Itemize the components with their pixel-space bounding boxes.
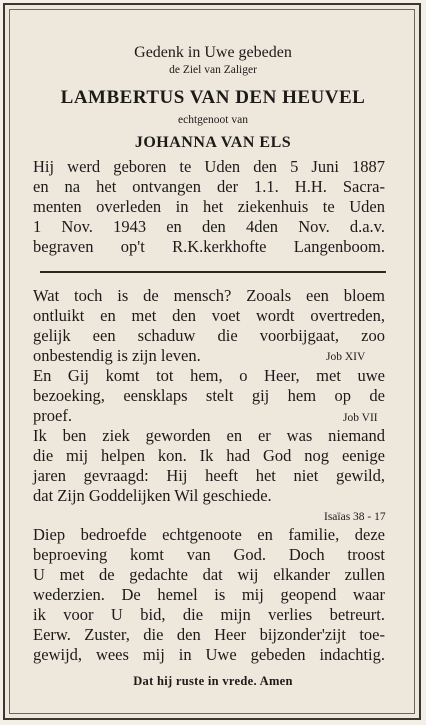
verse-line: onbestendig is zijn leven. — [33, 346, 201, 365]
bio-line: Hij werd geboren te Uden den 5 Juni 1887 — [33, 157, 385, 176]
bio-line: menten overleden in het ziekenhuis te Uden — [33, 197, 385, 216]
verse-line: bezoeking, eensklaps stelt gij hem op de — [33, 386, 385, 405]
verse-line: Diep bedroefde echtgenoote en familie, deze — [33, 525, 385, 544]
soul-of-line: de Ziel van Zaliger — [169, 64, 257, 76]
divider-rule — [40, 271, 386, 273]
reference-job-7: Job VII — [343, 412, 378, 424]
bio-line: begraven op't R.K.kerkhofte Langenboom. — [33, 237, 385, 256]
remember-line: Gedenk in Uwe gebeden — [134, 44, 292, 61]
verse-line: gelijk een schaduw die voorbijgaat, zoo — [33, 326, 385, 345]
closing-line: Dat hij ruste in vrede. Amen — [133, 674, 293, 688]
deceased-name: LAMBERTUS VAN DEN HEUVEL — [60, 87, 366, 108]
verse-line: wederzien. De hemel is mij geopend waar — [33, 585, 385, 604]
verse-line: ontluikt en met den voet wordt overtreden, — [33, 306, 385, 325]
spouse-label: echtgenoot van — [178, 114, 248, 126]
verse-line: U met de gedachte dat wij elkander zullen — [33, 565, 385, 584]
verse-line: En Gij komt tot hem, o Heer, met uwe — [33, 366, 385, 385]
reference-isaias: Isaïas 38 - 17 — [324, 511, 386, 523]
verse-line: Ik ben ziek geworden en er was niemand — [33, 426, 385, 445]
verse-line: beproeving komt van God. Doch troost — [33, 545, 385, 564]
spouse-name: JOHANNA VAN ELS — [134, 134, 292, 151]
verse-line: ik voor U bid, die mijn verlies betreurt. — [33, 605, 385, 624]
verse-line: gewijd, wees mij in Uwe gebeden indachtig. — [33, 645, 385, 664]
reference-job-14: Job XIV — [326, 351, 366, 363]
verse-line: die mij helpen kon. Ik had God nog eenige — [33, 446, 385, 465]
bio-line: en na het ontvangen der 1.1. H.H. Sacra- — [33, 177, 385, 196]
verse-line: Wat toch is de mensch? Zooals een bloem — [33, 286, 385, 305]
verse-line: dat Zijn Goddelijken Wil geschiede. — [33, 486, 272, 505]
verse-line: proef. — [33, 406, 72, 425]
verse-line: Eerw. Zuster, die den Heer bijzonder'zijt toe- — [33, 625, 385, 644]
bio-line: 1 Nov. 1943 en den 4den Nov. d.a.v. — [33, 217, 385, 236]
verse-line: jaren gevraagd: Hij heeft het niet gewild, — [33, 466, 385, 485]
